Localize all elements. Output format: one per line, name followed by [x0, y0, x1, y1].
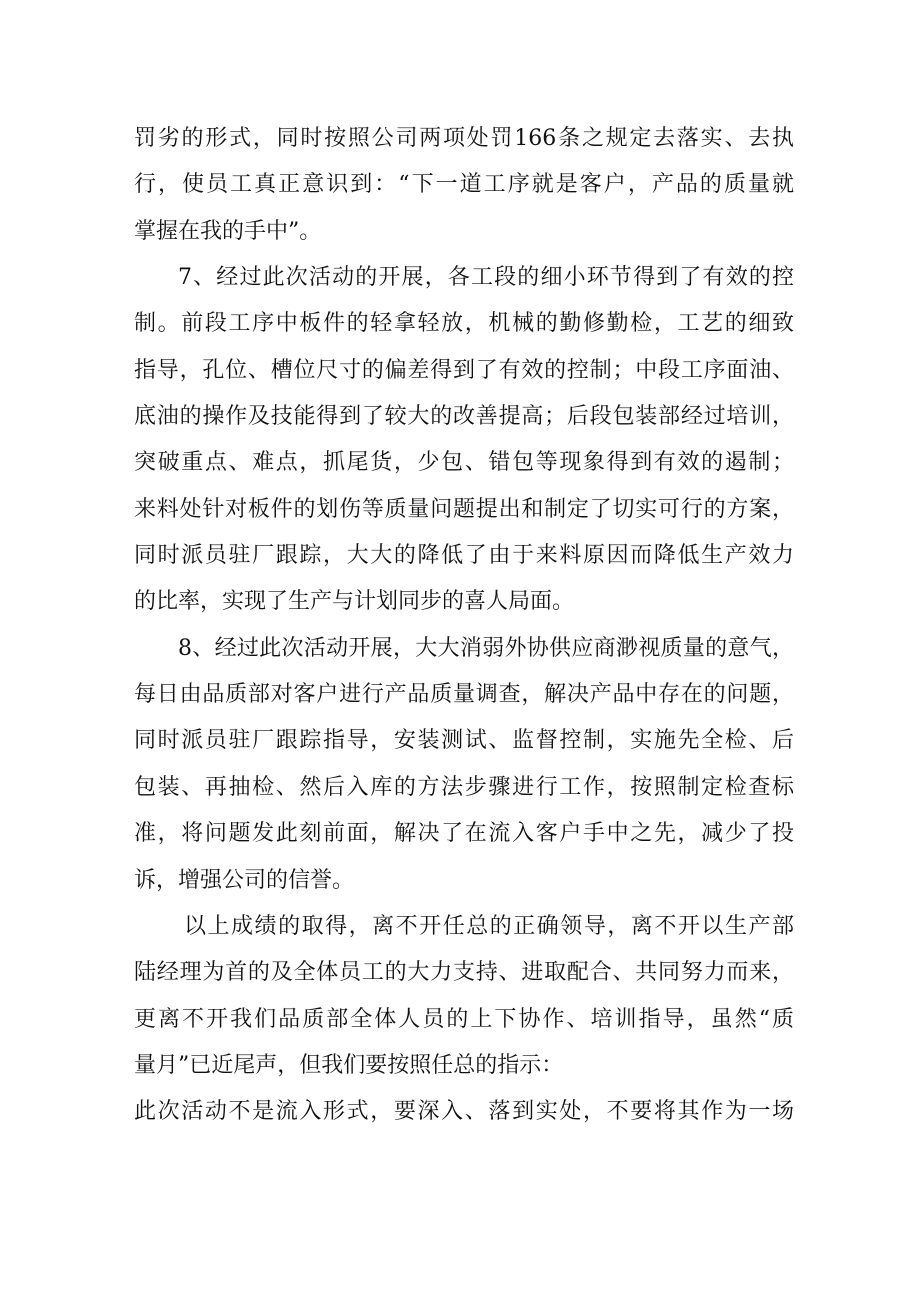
text-line: 7、经过此次活动的开展，各工段的细小环节得到了有效的控 — [178, 265, 794, 291]
text-line: 同时派员驻厂跟踪，大大的降低了由于来料原因而降低生产效力 — [134, 543, 794, 569]
text-line: 制。前段工序中板件的轻拿轻放，机械的勤修勤检，工艺的细致 — [134, 311, 794, 337]
text-line: 底油的操作及技能得到了较大的改善提高；后段包装部经过培训， — [134, 404, 794, 430]
text-line: 8、经过此次活动开展，大大消弱外协供应商渺视质量的意气， — [178, 635, 794, 661]
text-line: 诉，增强公司的信誉。 — [134, 867, 355, 893]
text-line: 的比率，实现了生产与计划同步的喜人局面。 — [134, 589, 575, 615]
text-line: 以上成绩的取得，离不开任总的正确领导，离不开以生产部 — [184, 913, 794, 939]
text-line: 掌握在我的手中”。 — [134, 218, 322, 244]
document-body — [134, 116, 794, 1136]
text-line: 每日由品质部对客户进行产品质量调查，解决产品中存在的问题， — [134, 682, 794, 708]
text-line: 准，将问题发此刻前面，解决了在流入客户手中之先，减少了投 — [134, 821, 794, 847]
text-line: 陆经理为首的及全体员工的大力支持、进取配合、共同努力而来， — [134, 960, 794, 986]
text-line: 突破重点、难点，抓尾货，少包、错包等现象得到有效的遏制； — [134, 450, 794, 476]
text-line: 包装、再抽检、然后入库的方法步骤进行工作，按照制定检查标 — [134, 774, 794, 800]
text-line: 同时派员驻厂跟踪指导，安装测试、监督控制，实施先全检、后 — [134, 728, 794, 754]
text-line: 行，使员工真正意识到：“下一道工序就是客户，产品的质量就 — [134, 172, 794, 198]
text-line: 来料处针对板件的划伤等质量问题提出和制定了切实可行的方案， — [134, 496, 794, 522]
text-line: 量月”已近尾声，但我们要按照任总的指示： — [134, 1052, 564, 1078]
text-line: 此次活动不是流入形式，要深入、落到实处，不要将其作为一场 — [134, 1099, 794, 1125]
text-line: 更离不开我们品质部全体人员的上下协作、培训指导，虽然“质 — [134, 1006, 794, 1032]
text-line: 指导，孔位、槽位尺寸的偏差得到了有效的控制；中段工序面油、 — [134, 357, 794, 383]
text-line: 罚劣的形式，同时按照公司两项处罚166条之规定去落实、去执 — [134, 126, 794, 151]
